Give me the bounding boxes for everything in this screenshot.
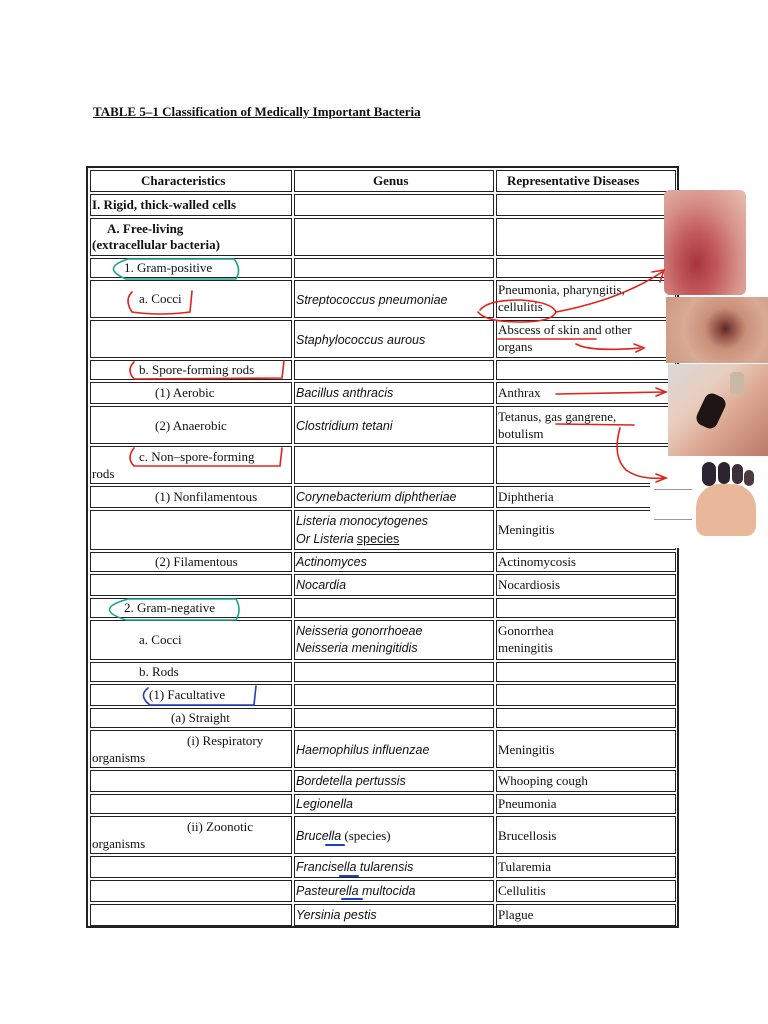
table-row: (2) Filamentous (90, 552, 292, 572)
table-row (90, 320, 292, 358)
table-row (90, 880, 292, 902)
table-row: (a) Straight (90, 708, 292, 728)
table-row: b. Rods (90, 662, 292, 682)
table-row: (i) Respiratory organisms (90, 730, 292, 768)
header-genus: Genus (294, 170, 494, 192)
page-title: TABLE 5–1 Classification of Medically Important Bacteria (93, 104, 421, 119)
table-row (90, 856, 292, 878)
table-row (90, 574, 292, 596)
table-row: I. Rigid, thick-walled cells (90, 194, 292, 216)
table-row (90, 794, 292, 814)
table-row (90, 770, 292, 792)
anthrax-neck-lesion-photo (668, 364, 768, 456)
table-row: A. Free-living (extracellular bacteria) (90, 218, 292, 256)
cellulitis-leg-photo (664, 190, 746, 295)
skin-abscess-photo (666, 297, 768, 363)
table-row: b. Spore-forming rods (90, 360, 292, 380)
table-row: (ii) Zoonotic organisms (90, 816, 292, 854)
header-characteristics: Characteristics (90, 170, 292, 192)
table-row: a. Cocci (90, 620, 292, 660)
header-diseases: Representative Diseases (496, 170, 676, 192)
table-row: (2) Anaerobic (90, 406, 292, 444)
gangrene-foot-illustration (650, 456, 768, 548)
table-row: 2. Gram-negative (90, 598, 292, 618)
table-row: (1) Aerobic (90, 382, 292, 404)
table-row: 1. Gram-positive (90, 258, 292, 278)
table-row: (1) Facultative (90, 684, 292, 706)
table-row (90, 904, 292, 926)
table-row: a. Cocci (90, 280, 292, 318)
table-row: (1) Nonfilamentous (90, 486, 292, 508)
table-row: c. Non–spore-forming rods (90, 446, 292, 484)
table-row: Streptococcus pneumoniae (294, 280, 494, 318)
table-row (90, 510, 292, 550)
